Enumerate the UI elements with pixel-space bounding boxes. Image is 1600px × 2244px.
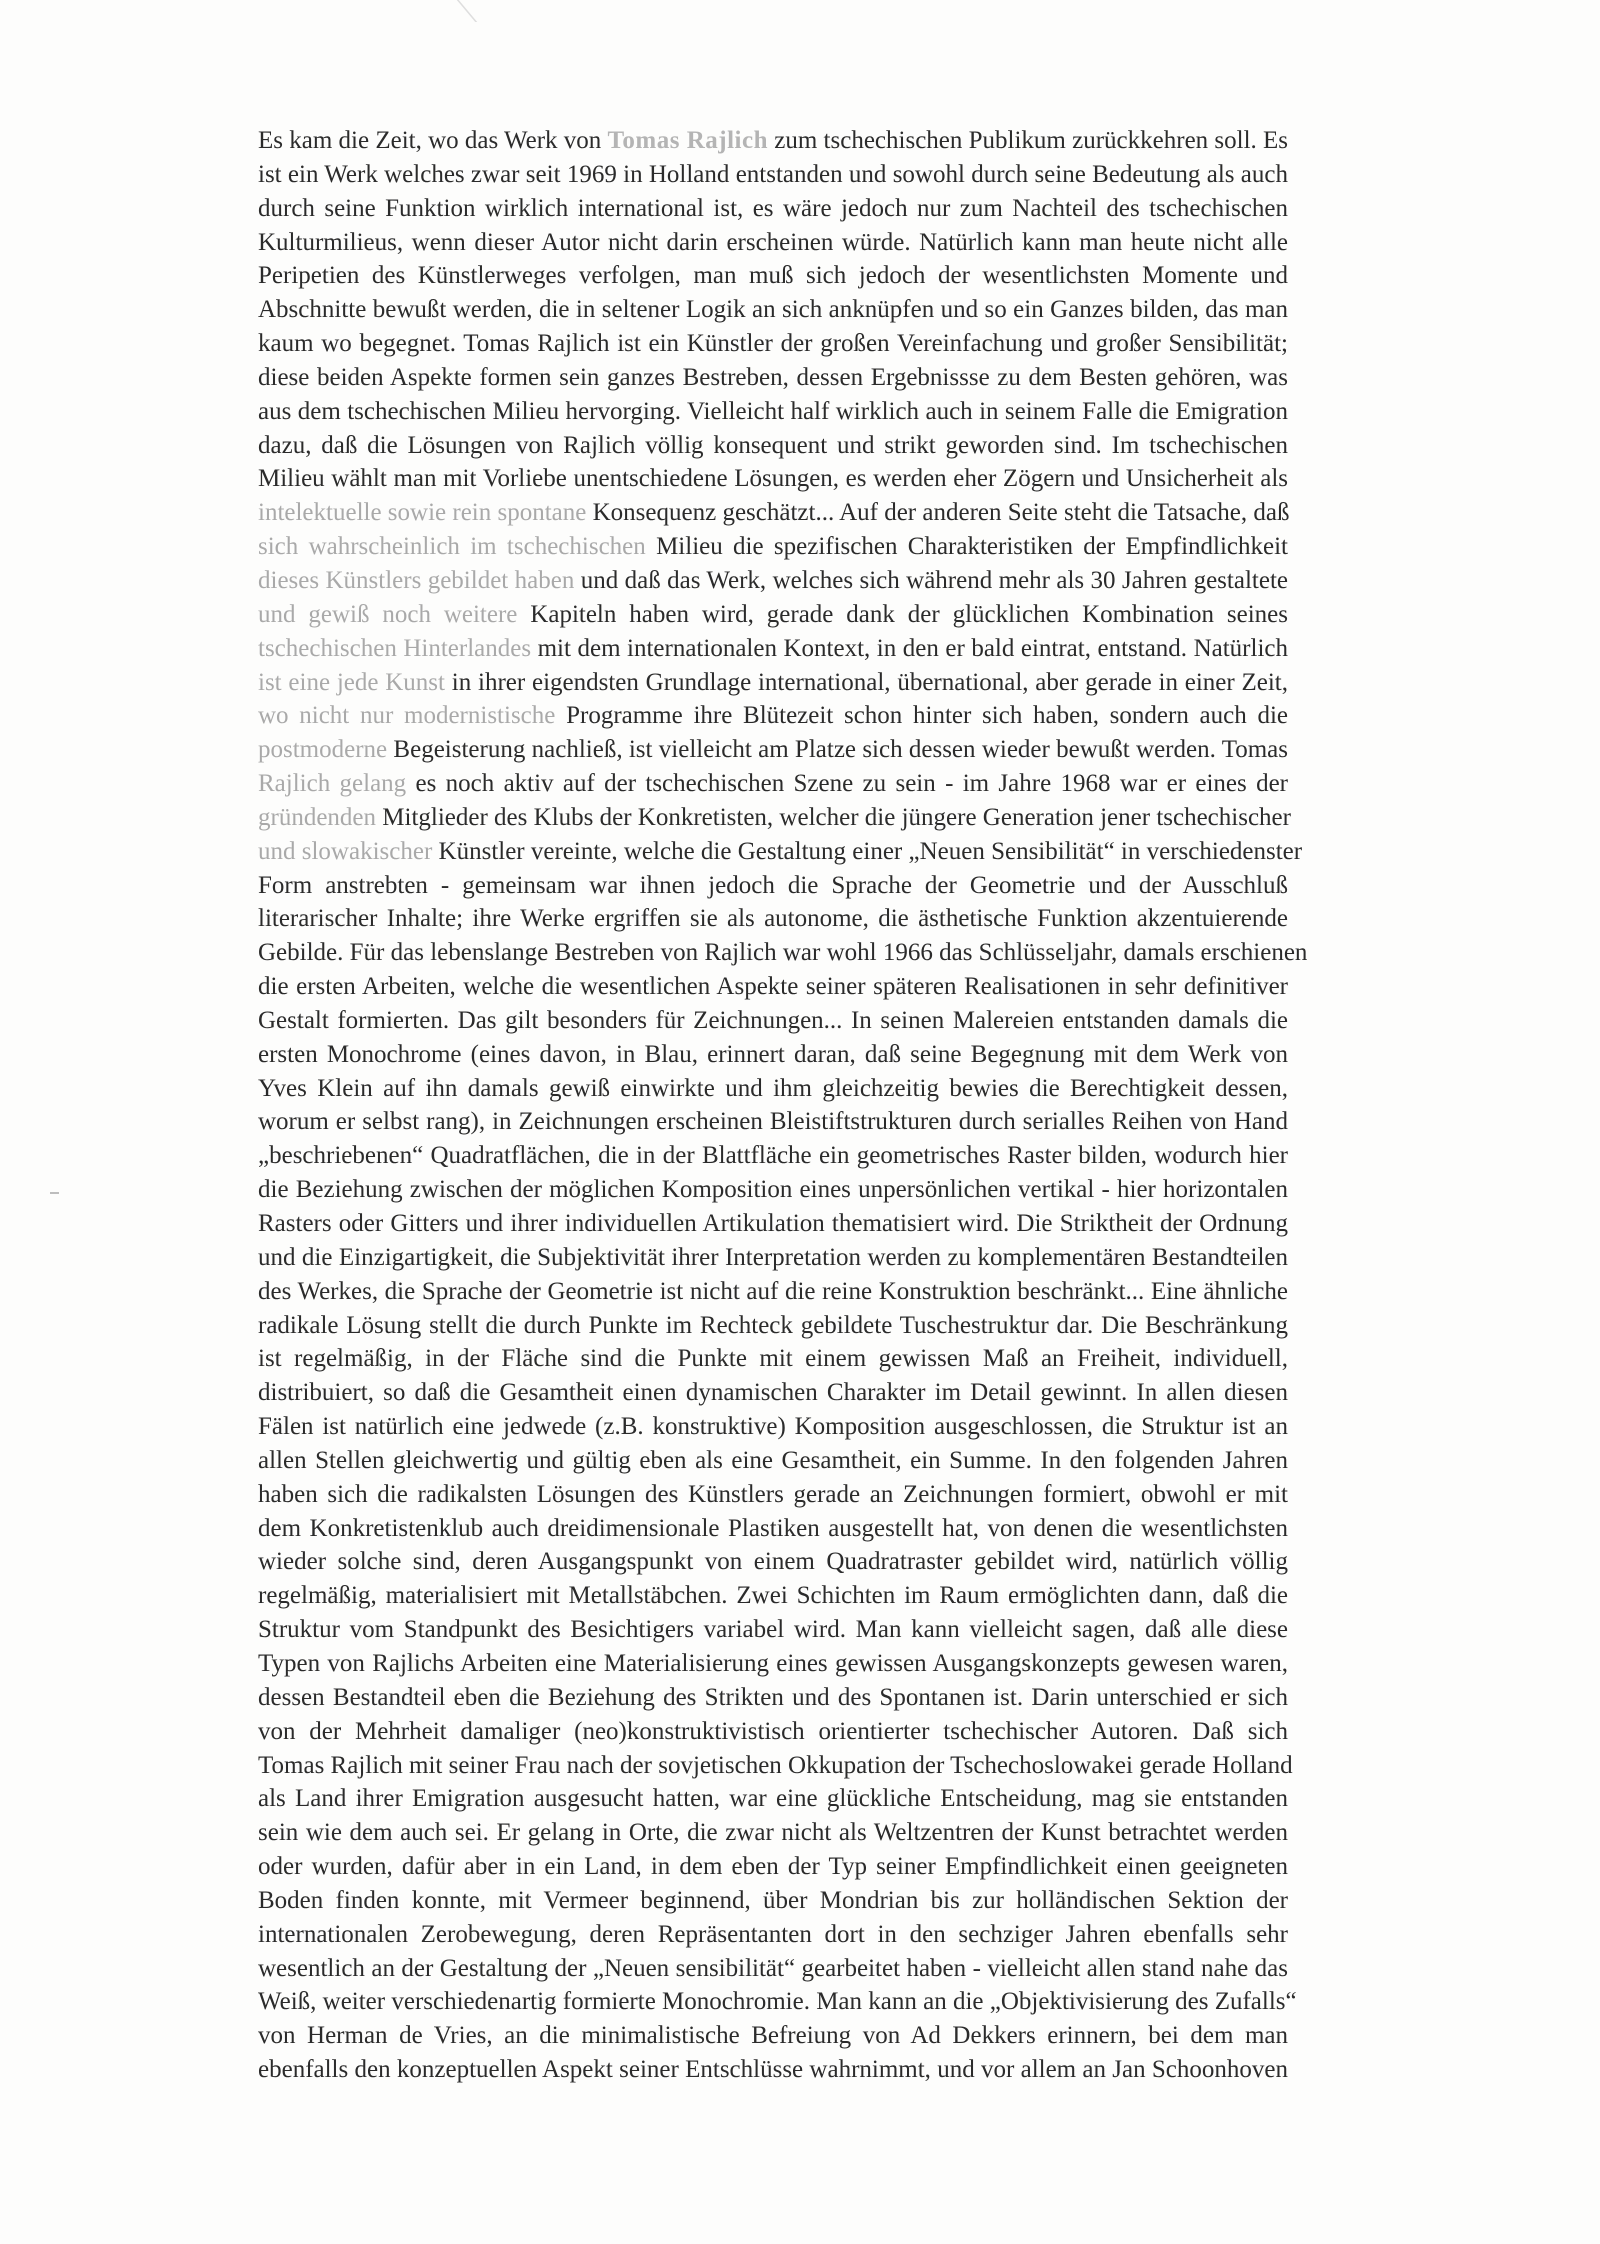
text-line [258,1850,1288,1884]
line-text: und die Einzigartigkeit, die Subjektivität ihrer Interpretation werden zu komplementären Bestandteilen [258,1243,1288,1271]
line-text: Kulturmilieus, wenn dieser Autor nicht darin erscheinen würde. Natürlich kann man heute nicht alle [258,228,1288,256]
line-text: ist ein Werk welches zwar seit 1969 in Holland entstanden und sowohl durch seine Bedeutung als auch [258,160,1288,188]
line-text: Rasters oder Gitters und ihrer individuellen Artikulation thematisiert wird. Die Striktheit der Ordnung [258,1210,1288,1237]
line-text: als Land ihrer Emigration ausgesucht hatten, war eine glückliche Entscheidung, mag sie entstanden [258,1785,1288,1813]
text-line [258,1918,1288,1952]
text-line [258,1309,1288,1343]
line-text: Künstler vereinte, welche die Gestaltung einer „Neuen Sensibilität“ in verschiedenster [432,837,1303,865]
text-line [258,970,1288,1004]
text-line [258,2019,1288,2053]
line-text: Yves Klein auf ihn damals gewiß einwirkte und ihm gleichzeitig bewies die Berechtigkeit dessen, [258,1074,1288,1102]
text-line [258,2053,1288,2087]
line-text: Gestalt formierten. Das gilt besonders für Zeichnungen... In seinen Malereien entstanden damals die [258,1006,1288,1034]
text-line [258,226,1288,260]
line-text: dessen Bestandteil eben die Beziehung des Strikten und des Spontanen ist. Darin unterschied er sich [258,1683,1288,1711]
text-line [258,124,1288,158]
body-text [258,124,1308,2087]
text-line [258,1782,1288,1816]
line-text: Fälen ist natürlich eine jedwede (z.B. konstruktive) Komposition ausgeschlossen, die Struktur ist an [258,1413,1288,1441]
line-text: literarischer Inhalte; ihre Werke ergriffen sie als autonome, die ästhetische Funktion akzentuierende [258,905,1288,933]
text-line [258,1749,1293,1783]
text-line [258,1105,1288,1139]
line-text: die ersten Arbeiten, welche die wesentlichen Aspekte seiner späteren Realisationen in sehr definitiver [258,973,1288,1001]
text-line [258,632,1288,666]
text-line [258,361,1288,395]
text-line [258,1715,1288,1749]
text-line [258,1512,1288,1546]
line-text: von der Mehrheit damaliger (neo)konstruktivistisch orientierter tschechischer Autoren. Daß sich [258,1717,1288,1745]
text-line [258,869,1288,903]
line-text: Weiß, weiter verschiedenartig formierte Monochromie. Man kann an die „Objektivisierung des Zufalls“ [258,1988,1297,2016]
text-line [258,1647,1288,1681]
text-line [258,801,1291,835]
text-line [258,327,1288,361]
faded-text: intelektuelle sowie rein spontane [258,499,587,527]
text-line [258,1816,1288,1850]
text-line [258,767,1288,801]
line-text: es noch aktiv auf der tschechischen Szene zu sein - im Jahre 1968 war er eines der [406,770,1288,798]
line-text: kaum wo begegnet. Tomas Rajlich ist ein Künstler der großen Vereinfachung und großer Sensibilität; [258,330,1288,358]
line-text: sein wie dem auch sei. Er gelang in Orte, die zwar nicht als Weltzentren der Kunst betrachtet werden [258,1819,1288,1847]
line-text: mit dem internationalen Kontext, in den er bald eintrat, entstand. Natürlich [531,634,1288,662]
text-line [258,1173,1288,1207]
text-line [258,1139,1288,1173]
line-text: die Beziehung zwischen der möglichen Komposition eines unpersönlichen vertikal - hier horizontalen [258,1176,1288,1204]
faded-text: postmoderne [258,736,388,764]
faded-text: Rajlich gelang [258,770,407,798]
text-line [258,1207,1288,1241]
text-line [258,395,1288,429]
text-line [258,1478,1288,1512]
line-text: Tomas Rajlich mit seiner Frau nach der sovjetischen Okkupation der Tschechoslowakei gerade Holland [258,1751,1293,1779]
line-text: durch seine Funktion wirklich international ist, es wäre jedoch nur zum Nachteil des tschechischen [258,194,1288,222]
text-line [258,429,1288,463]
line-text: Struktur vom Standpunkt des Besichtigers variabel wird. Man kann vielleicht sagen, daß alle diese [258,1616,1288,1644]
line-text: Gebilde. Für das lebenslange Bestreben von Rajlich war wohl 1966 das Schlüsseljahr, damals erschienen [258,939,1308,967]
text-line [258,598,1288,632]
text-line [258,259,1288,293]
text-line [258,699,1288,733]
line-text: und daß das Werk, welches sich während mehr als 30 Jahren gestaltete [574,566,1288,594]
line-text: „beschriebenen“ Quadratflächen, die in der Blattfläche ein geometrisches Raster bilden, wodurch hier [258,1142,1288,1170]
line-text: Es kam die Zeit, wo das Werk von [258,127,608,154]
line-text: internationalen Zerobewegung, deren Repräsentanten dort in den sechziger Jahren ebenfalls sehr [258,1920,1288,1948]
text-line [258,1038,1288,1072]
text-line [258,1952,1288,1986]
faded-text: wo nicht nur modernistische [258,702,556,730]
line-text: Typen von Rajlichs Arbeiten eine Materialisierung eines gewissen Ausgangskonzepts gewesen waren, [258,1649,1288,1677]
text-line [258,293,1288,327]
line-text: ist regelmäßig, in der Fläche sind die Punkte mit einem gewissen Maß an Freiheit, individuell, [258,1345,1288,1373]
text-line [258,1579,1288,1613]
text-line [258,1342,1288,1376]
text-line [258,496,1288,530]
line-text: von Herman de Vries, an die minimalistische Befreiung von Ad Dekkers erinnern, bei dem man [258,2022,1288,2050]
faded-text: sich wahrscheinlich im tschechischen [258,533,646,561]
line-text: Begeisterung nachließ, ist vielleicht am Platze sich dessen wieder bewußt werden. Tomas [387,736,1288,764]
line-text: aus dem tschechischen Milieu hervorging. Vielleicht half wirklich auch in seinem Falle die Emigration [258,397,1288,425]
scan-artifact [427,0,477,22]
faded-text: gründenden [258,803,377,831]
line-text: regelmäßig, materialisiert mit Metallstäbchen. Zwei Schichten im Raum ermöglichten dann, daß die [258,1582,1288,1610]
line-text: Milieu die spezifischen Charakteristiken der Empfindlichkeit [645,533,1289,561]
text-line [258,564,1288,598]
artist-name: Tomas Rajlich [607,127,769,154]
line-text: distribuiert, so daß die Gesamtheit einen dynamischen Charakter im Detail gewinnt. In allen diesen [258,1379,1288,1407]
text-line [258,530,1288,564]
line-text: Boden finden konnte, mit Vermeer beginnend, über Mondrian bis zur holländischen Sektion der [258,1886,1288,1914]
line-text: wieder solche sind, deren Ausgangspunkt von einem Quadratraster gebildet wird, natürlich völlig [258,1548,1288,1576]
text-line [258,1072,1288,1106]
faded-text: und slowakischer [258,837,433,865]
faded-text: dieses Künstlers gebildet haben [258,566,575,594]
text-line [258,1004,1288,1038]
line-text: dem Konkretistenklub auch dreidimensionale Plastiken ausgestellt hat, von denen die wesentlichsten [258,1514,1288,1542]
line-text: Konsequenz geschätzt... Auf der anderen Seite steht die Tatsache, daß [586,499,1290,527]
line-text: worum er selbst rang), in Zeichnungen erscheinen Bleistiftstrukturen durch serialles Reihen von Hand [258,1108,1288,1136]
line-text: Programme ihre Blütezeit schon hinter sich haben, sondern auch die [555,702,1288,730]
text-line [258,1444,1288,1478]
line-text: Peripetien des Künstlerweges verfolgen, man muß sich jedoch der wesentlichsten Momente und [258,262,1288,290]
line-text: oder wurden, dafür aber in ein Land, in dem eben der Typ seiner Empfindlichkeit einen geeigneten [258,1853,1288,1881]
line-text: Milieu wählt man mit Vorliebe unentschiedene Lösungen, es werden eher Zögern und Unsicherheit als [258,465,1288,493]
text-line [258,1241,1288,1275]
text-line [258,192,1288,226]
faded-text: und gewiß noch weitere [258,600,518,628]
line-text: diese beiden Aspekte formen sein ganzes Bestreben, dessen Ergebnissse zu dem Besten gehören, was [258,363,1288,391]
line-text: Kapiteln haben wird, gerade dank der glücklichen Kombination seines [517,600,1288,628]
line-text: radikale Lösung stellt die durch Punkte im Rechteck gebildete Tuschestruktur dar. Die Beschränkung [258,1311,1288,1339]
line-text: Form anstrebten - gemeinsam war ihnen jedoch die Sprache der Geometrie und der Ausschluß [258,871,1288,899]
line-text: zum tschechischen Publikum zurückkehren soll. Es [768,127,1289,154]
line-text: Mitglieder des Klubs der Konkretisten, welcher die jüngere Generation jener tschechischer [376,803,1291,831]
line-text: allen Stellen gleichwertig und gültig eben als eine Gesamtheit, ein Summe. In den folgenden Jahren [258,1446,1288,1474]
line-text: wesentlich an der Gestaltung der „Neuen sensibilität“ gearbeitet haben - vielleicht allen stand nahe das [258,1954,1288,1982]
text-line [258,902,1288,936]
text-line [258,1613,1288,1647]
line-text: Abschnitte bewußt werden, die in seltener Logik an sich anknüpfen und so ein Ganzes bilden, das man [258,296,1288,324]
line-text: ebenfalls den konzeptuellen Aspekt seiner Entschlüsse wahrnimmt, und vor allem an Jan Schoonhoven [258,2056,1288,2084]
text-line [258,1545,1288,1579]
faded-text: ist eine jede Kunst [258,668,445,696]
text-line [258,158,1288,192]
margin-mark [50,1192,59,1194]
line-text: in ihrer eigendsten Grundlage international, übernational, aber gerade in einer Zeit, [444,668,1288,696]
text-line [258,1985,1297,2019]
faded-text: tschechischen Hinterlandes [258,634,532,662]
text-line [258,936,1308,970]
text-line [258,1681,1288,1715]
line-text: des Werkes, die Sprache der Geometrie ist nicht auf die reine Konstruktion beschränkt... Eine ähnliche [258,1277,1288,1305]
text-line [258,1410,1288,1444]
text-line [258,733,1288,767]
text-line [258,1275,1288,1309]
text-line [258,835,1303,869]
line-text: ersten Monochrome (eines davon, in Blau, erinnert daran, daß seine Begegnung mit dem Werk von [258,1040,1288,1068]
line-text: haben sich die radikalsten Lösungen des Künstlers gerade an Zeichnungen formiert, obwohl er mit [258,1480,1288,1508]
line-text: dazu, daß die Lösungen von Rajlich völlig konsequent und strikt geworden sind. Im tschechischen [258,431,1288,459]
text-line [258,1376,1288,1410]
text-line [258,462,1288,496]
text-line [258,1884,1288,1918]
text-line [258,666,1288,700]
